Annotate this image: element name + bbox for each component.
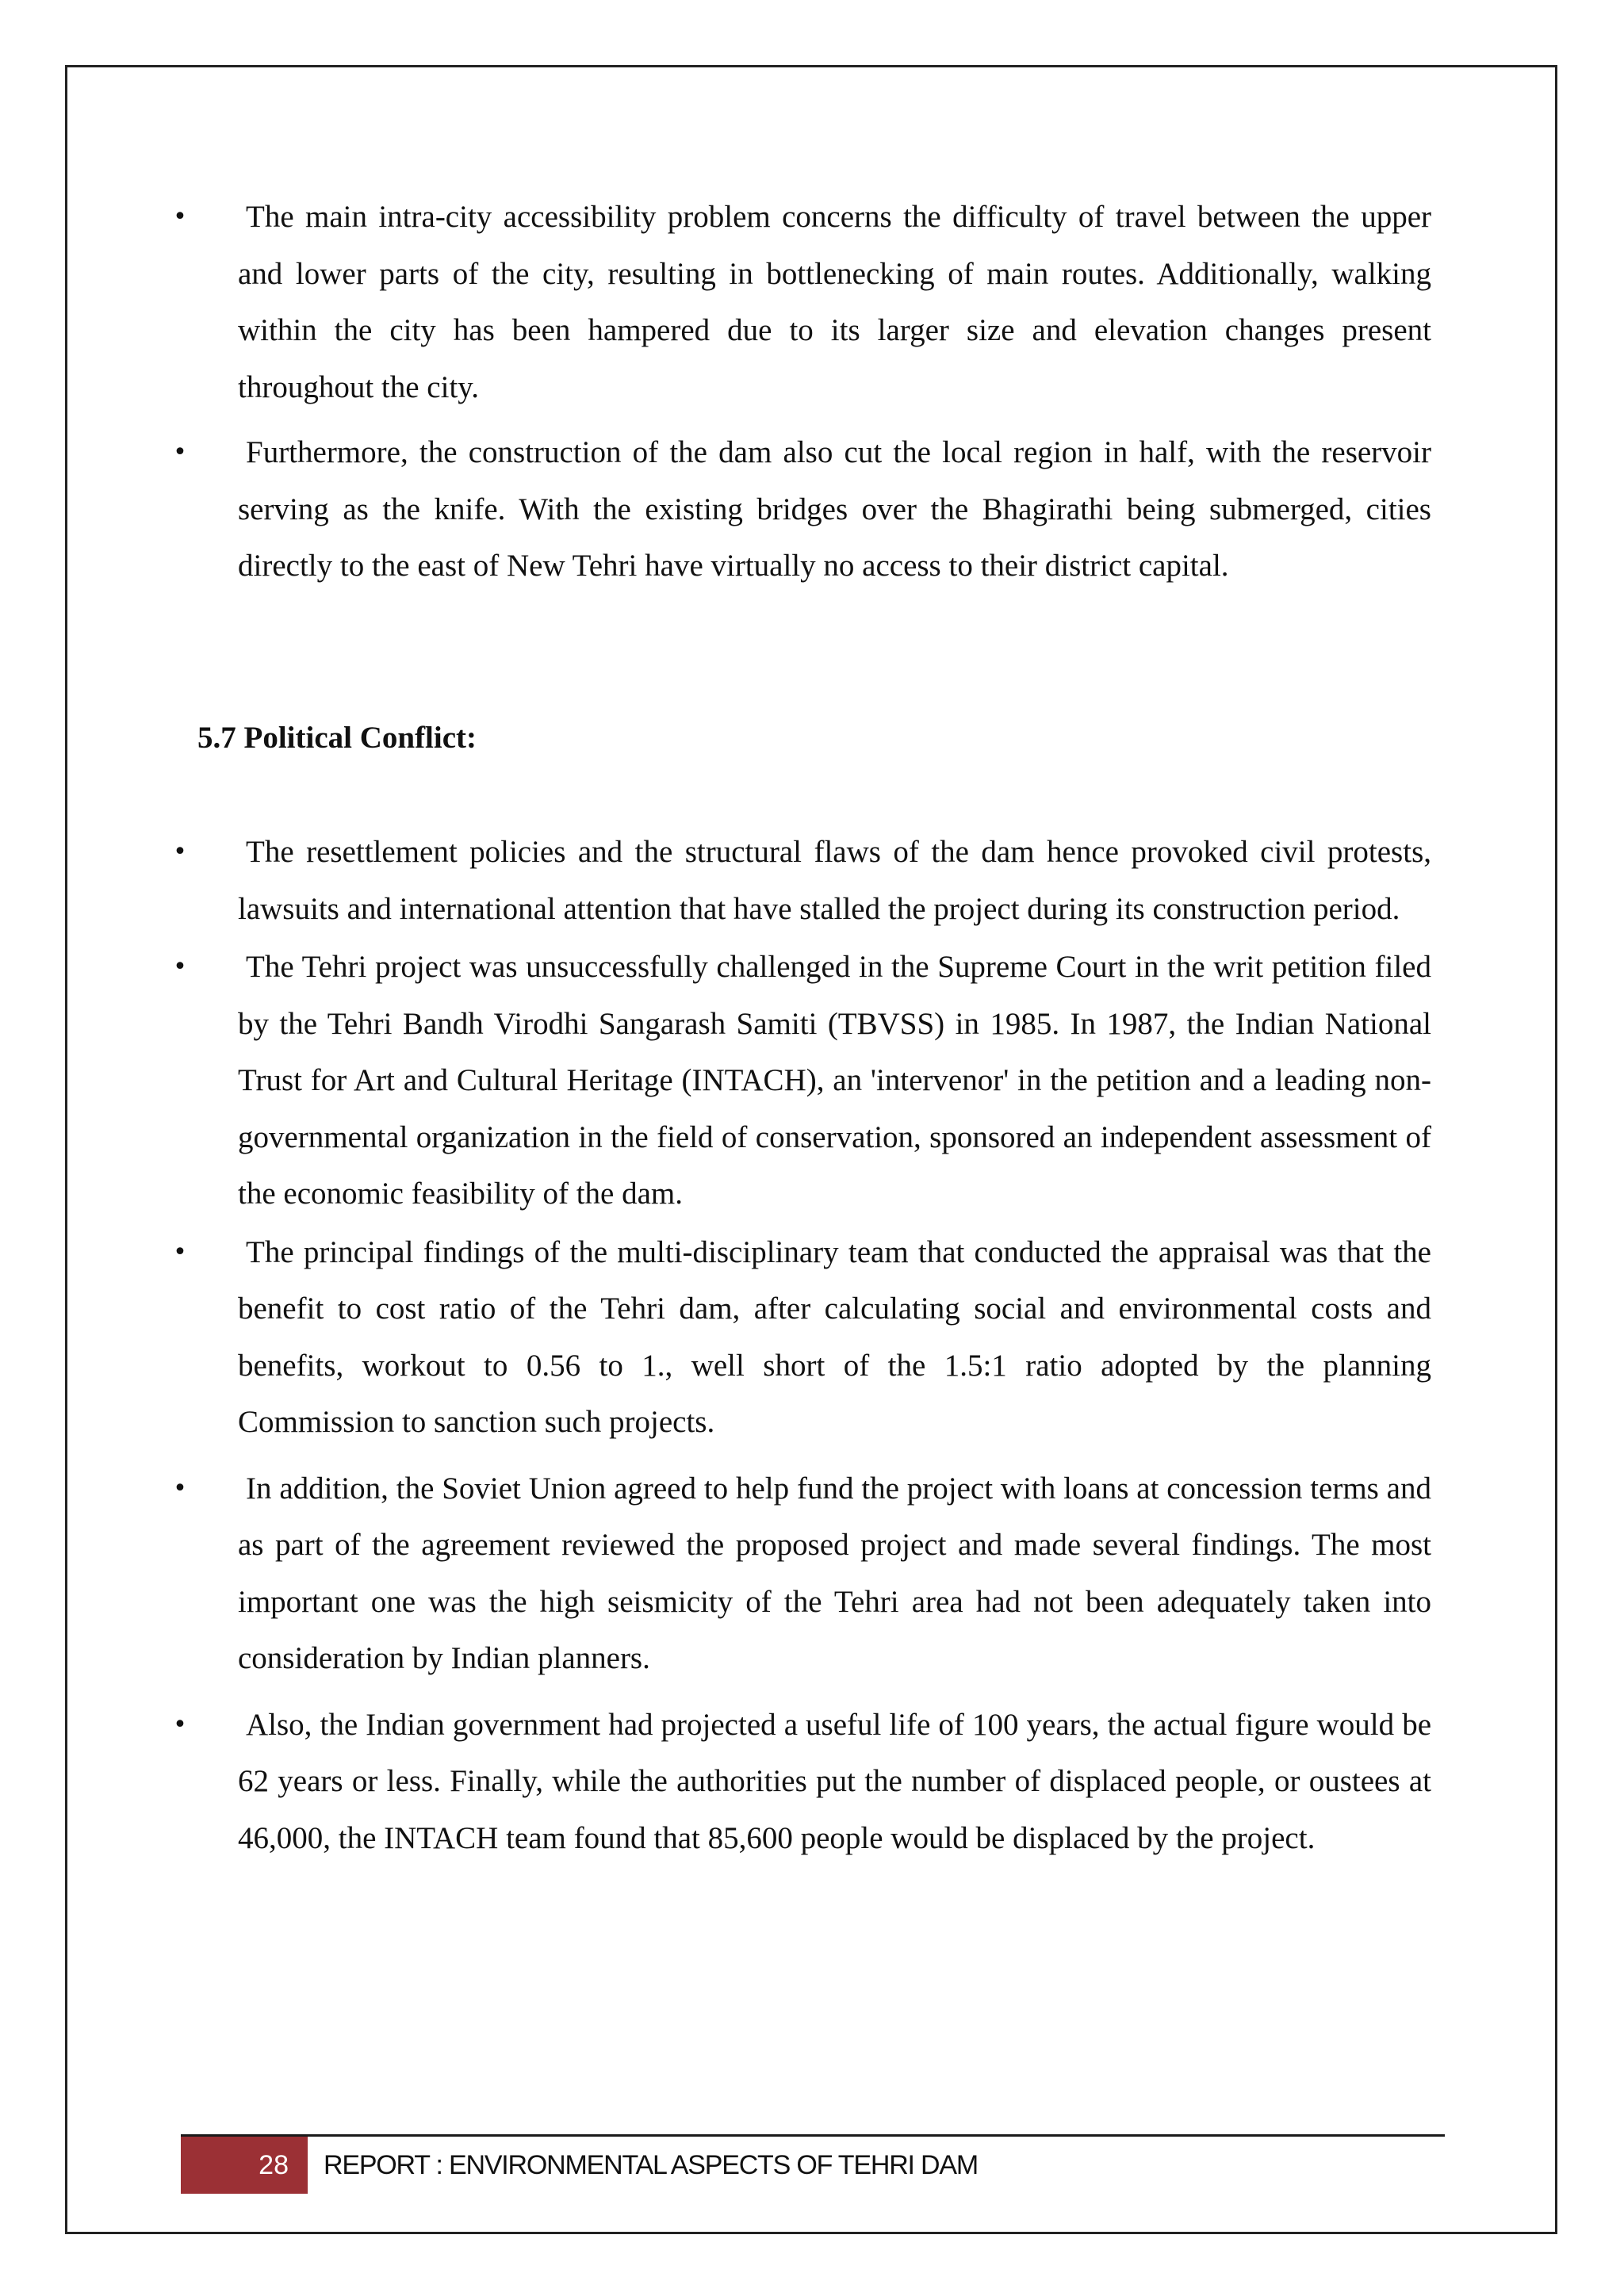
list-item-text: Also, the Indian government had projected a useful life of 100 years, the actual figure would be 62 years or less. Finally, while the authorities put the number of displaced people, or oustees at 46,000, the INTACH team found that 85,600 people would be displaced by the project. [238,1707,1431,1855]
list-item-text: The principal findings of the multi-disciplinary team that conducted the appraisal was that the benefit to cost ratio of the Tehri dam, after calculating social and environmental costs and benefits, workout to 0.56 to 1., well short of the 1.5:1 ratio adopted by the planning Commission to sanction such projects. [238,1234,1431,1439]
bullet-icon: • [173,1238,187,1266]
list-item-text: Furthermore, the construction of the dam also cut the local region in half, with the reservoir serving as the knife. With the existing bridges over the Bhagirathi being submerged, cities directly to the east of New Tehri have virtually no access to their district capital. [238,435,1431,583]
bullet-icon: • [173,438,187,466]
list-item [173,1224,1431,1451]
list-item-text: The Tehri project was unsuccessfully challenged in the Supreme Court in the writ petition filed by the Tehri Bandh Virodhi Sangarash Samiti (TBVSS) in 1985. In 1987, the Indian National Trust for Art and Cultural Heritage (INTACH), an 'intervenor' in the petition and a leading non-governmental organization in the field of conservation, sponsored an independent assessment of the economic feasibility of the dam. [238,950,1431,1211]
list-item [173,939,1431,1223]
page-number-badge: 28 [181,2137,308,2194]
bullet-icon: • [173,203,187,231]
section-heading: 5.7 Political Conflict: [197,721,477,755]
list-item [173,824,1431,937]
bullet-icon: • [173,1474,187,1502]
list-item-text: In addition, the Soviet Union agreed to help fund the project with loans at concession terms and as part of the agreement reviewed the proposed project and made several findings. The most important one was the high seismicity of the Tehri area had not been adequately taken into consideration by Indian planners. [238,1471,1431,1675]
list-item [173,424,1431,595]
list-item [173,189,1431,415]
bullet-list-top [173,189,1431,595]
bullet-icon: • [173,1710,187,1739]
bullet-list-political-conflict [173,824,1431,1866]
footer-report-title: REPORT : ENVIRONMENTAL ASPECTS OF TEHRI DAM [324,2150,978,2180]
list-item-text: The main intra-city accessibility problem concerns the difficulty of travel between the upper and lower parts of the city, resulting in bottlenecking of main routes. Additionally, walking within the city has been hampered due to its larger size and elevation changes present throughout the city. [238,200,1431,404]
list-item [173,1697,1431,1867]
list-item-text: The resettlement policies and the structural flaws of the dam hence provoked civil protests, lawsuits and international attention that have stalled the project during its construction period. [238,835,1431,926]
bullet-icon: • [173,953,187,981]
bullet-icon: • [173,838,187,866]
list-item [173,1460,1431,1687]
